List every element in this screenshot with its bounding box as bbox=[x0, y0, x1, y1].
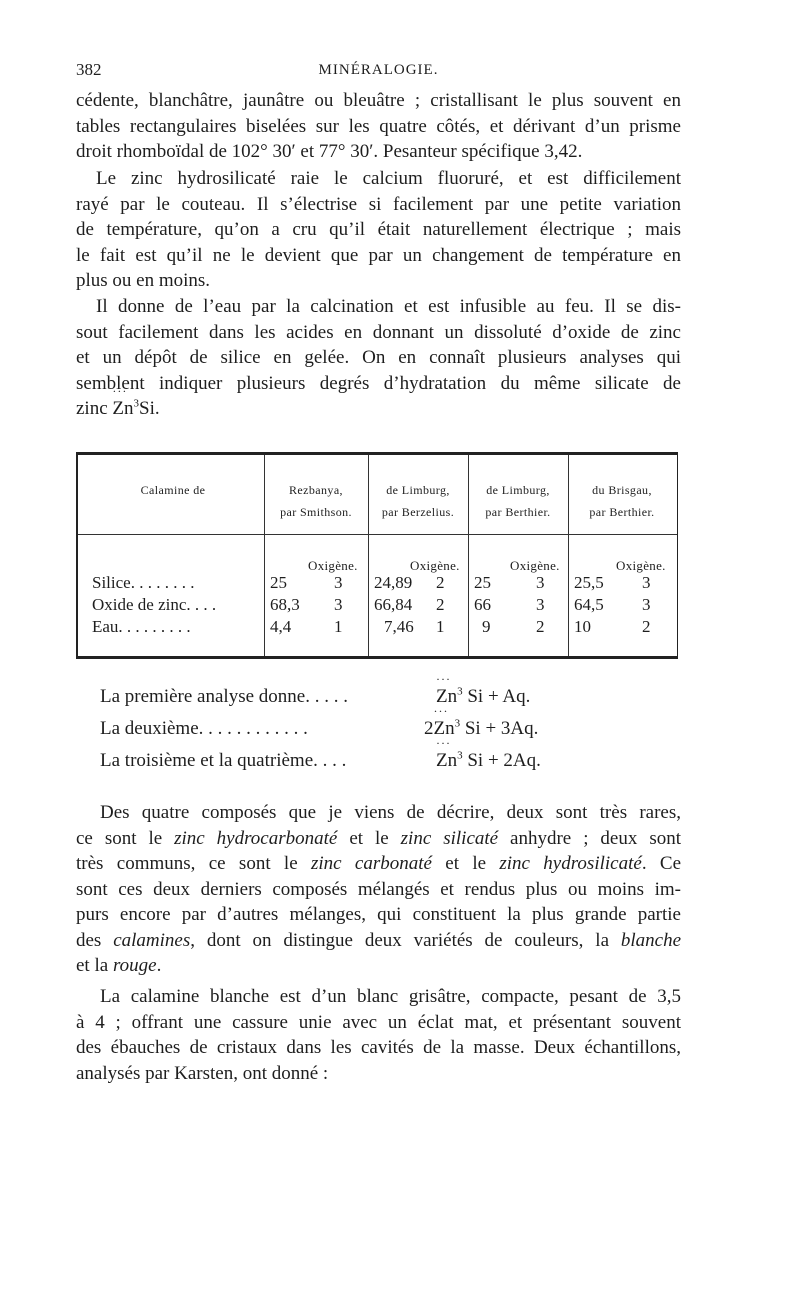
italic-term: zinc hydrocarbonaté bbox=[174, 827, 338, 849]
formula-base: Zn bbox=[436, 686, 458, 707]
analysis-table bbox=[76, 452, 678, 659]
column-header-line: par Berthier. bbox=[589, 505, 655, 519]
text-line bbox=[76, 953, 681, 979]
oxygen-label: Oxigène. bbox=[308, 558, 358, 573]
oxygen-label: Oxigène. bbox=[510, 558, 560, 573]
text-run: et la bbox=[76, 955, 113, 976]
text-line: sont ces deux derniers composés mélangés et rendus plus ou moins im- bbox=[76, 878, 681, 900]
paragraph-5 bbox=[76, 984, 681, 1086]
formula-si: Si bbox=[467, 686, 484, 707]
row-label-oxide-de-zinc: Oxide de zinc. . . . bbox=[92, 595, 217, 614]
table-cell: 3 bbox=[642, 573, 651, 592]
text-line: de température, qu’on a cru qu’il était naturellement électrique ; mais bbox=[76, 219, 681, 240]
column-header-line: par Berzelius. bbox=[381, 505, 455, 519]
table-cell: 7,46 bbox=[384, 617, 414, 636]
text-run: . Ce bbox=[641, 853, 681, 874]
text-line: des ébauches de cristaux dans les cavités de la masse. Deux échantillons, bbox=[76, 1037, 681, 1058]
column-header-line: de Limburg, bbox=[486, 483, 550, 497]
table-cell: 1 bbox=[436, 617, 445, 636]
text-line: plus ou en moins. bbox=[76, 270, 211, 291]
formula-prefix: 2 bbox=[424, 718, 434, 739]
analysis-label: La première analyse donne. . . . . bbox=[100, 686, 348, 707]
text-run: , dont on distingue deux variétés de couleurs, la bbox=[190, 929, 621, 951]
table-cell: 2 bbox=[436, 595, 445, 614]
text-run: et le bbox=[431, 853, 500, 874]
column-header-line: par Berthier. bbox=[485, 505, 551, 519]
text-line: tables rectangulaires biselées sur les quatre côtés, et dérivant d’un prisme bbox=[76, 115, 681, 137]
text-line: La calamine blanche est d’un blanc grisâtre, compacte, pesant de 3,5 bbox=[100, 986, 681, 1007]
text-run: . bbox=[156, 955, 162, 976]
oxygen-label: Oxigène. bbox=[616, 558, 666, 573]
table-cell: 3 bbox=[334, 595, 343, 614]
text-line: sout facilement dans les acides en donnant un dissoluté d’oxide de zinc bbox=[76, 321, 681, 343]
table-cell: 25,5 bbox=[574, 573, 604, 592]
row-label-eau: Eau. . . . . . . . . bbox=[92, 617, 191, 636]
text-line bbox=[76, 826, 681, 852]
page-number: 382 bbox=[76, 60, 102, 79]
text-line: rayé par le couteau. Il s’électrise si facilement par une petite variation bbox=[76, 193, 681, 215]
chemical-formula bbox=[112, 398, 159, 420]
text-run: anhydre ; deux sont bbox=[498, 827, 681, 849]
table-cell: 2 bbox=[436, 573, 445, 592]
column-header-line: de Limburg, bbox=[386, 483, 450, 497]
formula-suffix: + 3Aq. bbox=[485, 718, 539, 739]
table-cell: 68,3 bbox=[270, 595, 300, 614]
table-header-brisgau bbox=[568, 479, 676, 523]
column-header-line: Rezbanya, bbox=[289, 483, 343, 497]
table-cell: 25 bbox=[474, 573, 491, 592]
analysis-formula bbox=[436, 686, 530, 708]
table-cell: 3 bbox=[536, 573, 545, 592]
formula-superscript: 3 bbox=[457, 685, 463, 698]
formula-line bbox=[76, 398, 160, 420]
text-run: des bbox=[76, 929, 114, 951]
italic-term: zinc hydrosilicaté bbox=[499, 853, 642, 874]
formula-base: Zn bbox=[112, 398, 134, 419]
formula-superscript: 3 bbox=[454, 717, 461, 730]
formula-si: Si bbox=[464, 718, 481, 739]
table-cell: 2 bbox=[642, 617, 651, 636]
text-line: semblent indiquer plusieurs degrés d’hydratation du même silicate de bbox=[76, 372, 681, 394]
table-cell: 3 bbox=[334, 573, 343, 592]
formula-suffix: + Aq. bbox=[487, 686, 531, 707]
paragraph-4 bbox=[76, 800, 681, 979]
table-cell: 24,89 bbox=[374, 573, 413, 592]
table-header-rezbanya bbox=[264, 479, 368, 523]
running-title: MINÉRALOGIE. bbox=[318, 62, 439, 78]
paragraph-3 bbox=[76, 294, 681, 396]
page-header bbox=[76, 60, 681, 86]
text-run: et le bbox=[337, 827, 401, 849]
table-cell: 2 bbox=[536, 617, 545, 636]
text-line: cédente, blanchâtre, jaunâtre ou bleuâtre ; cristallisant le plus souvent en bbox=[76, 90, 681, 111]
italic-term: zinc silicaté bbox=[400, 827, 499, 849]
table-cell: 4,4 bbox=[270, 617, 292, 636]
text-line bbox=[76, 928, 681, 954]
text-line: à 4 ; offrant une cassure unie avec un éclat mat, et présentant souvent bbox=[76, 1011, 681, 1033]
text-line: Le zinc hydrosilicaté raie le calcium fluoruré, et est difficilement bbox=[96, 168, 681, 189]
formula-zn bbox=[436, 750, 463, 772]
column-header-line: par Smithson. bbox=[280, 505, 352, 519]
header-rule bbox=[78, 534, 677, 535]
text-line: droit rhomboïdal de 102° 30′ et 77° 30′. Pesanteur spécifique 3,42. bbox=[76, 141, 583, 162]
table-cell: 3 bbox=[642, 595, 651, 614]
italic-term: rouge bbox=[112, 955, 157, 976]
formula-base: Zn bbox=[433, 718, 455, 739]
italic-term: zinc carbonaté bbox=[310, 853, 432, 874]
table-cell: 9 bbox=[482, 617, 491, 636]
row-label-silice: Silice. . . . . . . . bbox=[92, 573, 195, 592]
formula-suffix: + 2Aq. bbox=[487, 750, 541, 771]
oxygen-label: Oxigène. bbox=[410, 558, 460, 573]
italic-term: calamines bbox=[113, 929, 191, 951]
text-line: analysés par Karsten, ont donné : bbox=[76, 1062, 329, 1084]
text-line bbox=[76, 851, 681, 877]
text-line: Des quatre composés que je viens de décrire, deux sont très rares, bbox=[100, 802, 681, 823]
table-cell: 64,5 bbox=[574, 595, 604, 614]
table-cell: 66,84 bbox=[374, 595, 413, 614]
text-run: ce sont le bbox=[76, 827, 175, 849]
formula-superscript: 3 bbox=[457, 749, 463, 762]
text-line: Il donne de l’eau par la calcination et est infusible au feu. Il se dis- bbox=[96, 296, 681, 317]
italic-term: blanche bbox=[620, 929, 682, 951]
table-cell: 66 bbox=[474, 595, 491, 614]
analysis-formula bbox=[436, 750, 541, 772]
table-header-limburg-berzelius bbox=[368, 479, 468, 523]
text-run: très communs, ce sont le bbox=[76, 853, 311, 874]
table-cell: 3 bbox=[536, 595, 545, 614]
table-header-calamine: Calamine de bbox=[140, 483, 206, 497]
text-word: zinc bbox=[76, 398, 108, 419]
table-header-limburg-berthier bbox=[468, 479, 568, 523]
paragraph-2 bbox=[76, 166, 681, 294]
text-line: purs encore par d’autres mélanges, qui constituent la plus grande partie bbox=[76, 904, 681, 925]
analysis-label: La troisième et la quatrième. . . . bbox=[100, 750, 347, 771]
text-line: et un dépôt de silice en gelée. On en connaît plusieurs analyses qui bbox=[76, 347, 681, 368]
formula-base: Zn bbox=[436, 750, 458, 771]
text-line: le fait est qu’il ne le devient que par un changement de température en bbox=[76, 244, 681, 266]
formula-superscript: 3 bbox=[133, 397, 140, 410]
column-header-line: du Brisgau, bbox=[592, 483, 652, 497]
formula-si: Si bbox=[467, 750, 484, 771]
paragraph-1 bbox=[76, 88, 681, 165]
analysis-label: La deuxième. . . . . . . . . . . . bbox=[100, 718, 308, 739]
table-cell: 25 bbox=[270, 573, 287, 592]
formula-rest: Si. bbox=[139, 398, 160, 419]
table-cell: 1 bbox=[334, 617, 343, 636]
table-cell: 10 bbox=[574, 617, 591, 636]
